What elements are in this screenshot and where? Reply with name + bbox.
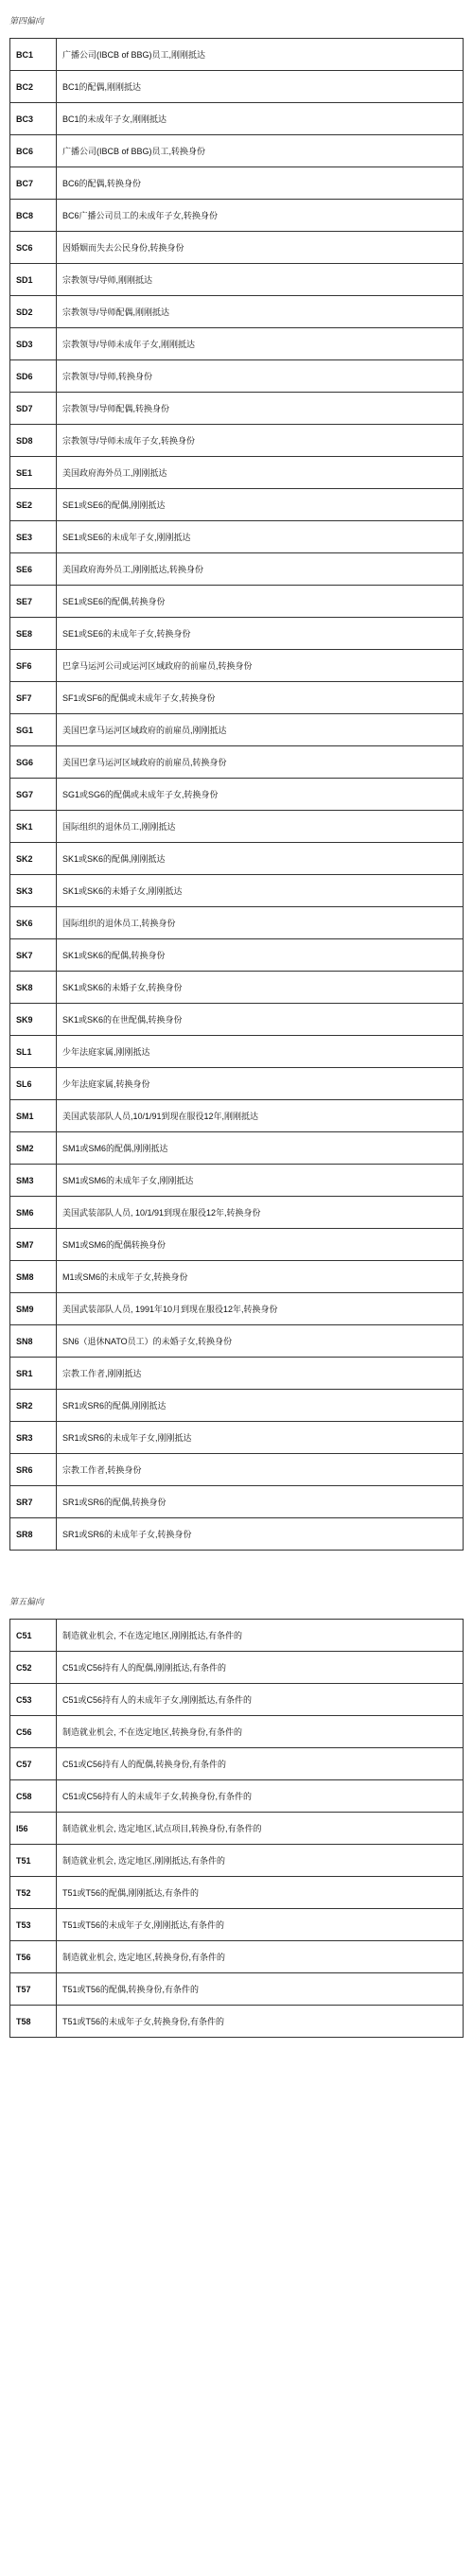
visa-description: SM1或SM6的配偶,刚刚抵达 bbox=[57, 1132, 464, 1165]
table-row bbox=[10, 1684, 464, 1716]
table-row bbox=[10, 1716, 464, 1748]
visa-description: 广播公司(IBCB of BBG)员工,刚刚抵达 bbox=[57, 39, 464, 71]
visa-description: 宗教领导/导师配偶,转换身份 bbox=[57, 393, 464, 425]
visa-code: SE2 bbox=[10, 489, 57, 521]
visa-code: SE3 bbox=[10, 521, 57, 553]
table-row bbox=[10, 328, 464, 360]
table-row bbox=[10, 1390, 464, 1422]
table-row bbox=[10, 1422, 464, 1454]
section-title-5: 第五偏向 bbox=[9, 1597, 44, 1606]
visa-description: SG1或SG6的配偶或未成年子女,转换身份 bbox=[57, 779, 464, 811]
table-row bbox=[10, 1132, 464, 1165]
table-row bbox=[10, 1620, 464, 1652]
table-row bbox=[10, 167, 464, 200]
visa-description: SF1或SF6的配偶或未成年子女,转换身份 bbox=[57, 682, 464, 714]
visa-description: SM1或SM6的配偶转换身份 bbox=[57, 1229, 464, 1261]
visa-description: T51或T56的未成年子女,转换身份,有条件的 bbox=[57, 2006, 464, 2038]
table-row bbox=[10, 1004, 464, 1036]
visa-description: SN6（退休NATO员工）的未婚子女,转换身份 bbox=[57, 1325, 464, 1358]
table-row bbox=[10, 939, 464, 972]
visa-description: C51或C56持有人的配偶,刚刚抵达,有条件的 bbox=[57, 1652, 464, 1684]
table-row bbox=[10, 714, 464, 746]
visa-description: T51或T56的配偶,转换身份,有条件的 bbox=[57, 1973, 464, 2006]
visa-code: SK1 bbox=[10, 811, 57, 843]
visa-description: 宗教领导/导师未成年子女,转换身份 bbox=[57, 425, 464, 457]
visa-description: 美国政府海外员工,刚刚抵达 bbox=[57, 457, 464, 489]
visa-description: 美国武装部队人员, 1991年10月到现在服役12年,转换身份 bbox=[57, 1293, 464, 1325]
table-row bbox=[10, 1813, 464, 1845]
visa-code: T51 bbox=[10, 1845, 57, 1877]
visa-description: SK1或SK6的配偶,刚刚抵达 bbox=[57, 843, 464, 875]
visa-code: SR3 bbox=[10, 1422, 57, 1454]
visa-description: C51或C56持有人的未成年子女,转换身份,有条件的 bbox=[57, 1780, 464, 1813]
table-row bbox=[10, 1197, 464, 1229]
visa-code: SR8 bbox=[10, 1518, 57, 1551]
visa-description: 宗教工作者,转换身份 bbox=[57, 1454, 464, 1486]
visa-description: SR1或SR6的配偶,刚刚抵达 bbox=[57, 1390, 464, 1422]
visa-code: BC2 bbox=[10, 71, 57, 103]
visa-description: SK1或SK6的未婚子女,转换身份 bbox=[57, 972, 464, 1004]
visa-code: T58 bbox=[10, 2006, 57, 2038]
table-row bbox=[10, 1877, 464, 1909]
visa-description: 美国政府海外员工,刚刚抵达,转换身份 bbox=[57, 553, 464, 586]
visa-description: BC1的未成年子女,刚刚抵达 bbox=[57, 103, 464, 135]
visa-description: BC6广播公司员工的未成年子女,转换身份 bbox=[57, 200, 464, 232]
table-row bbox=[10, 682, 464, 714]
visa-description: SE1或SE6的未成年子女,刚刚抵达 bbox=[57, 521, 464, 553]
visa-description: SE1或SE6的配偶,刚刚抵达 bbox=[57, 489, 464, 521]
visa-code: BC3 bbox=[10, 103, 57, 135]
visa-description: 制造就业机会, 不在选定地区,刚刚抵达,有条件的 bbox=[57, 1620, 464, 1652]
visa-code: SD2 bbox=[10, 296, 57, 328]
visa-code: SM6 bbox=[10, 1197, 57, 1229]
table-row bbox=[10, 1780, 464, 1813]
table-row bbox=[10, 264, 464, 296]
visa-code: SL6 bbox=[10, 1068, 57, 1100]
visa-code: SK3 bbox=[10, 875, 57, 907]
visa-description: SM1或SM6的未成年子女,刚刚抵达 bbox=[57, 1165, 464, 1197]
table-row bbox=[10, 521, 464, 553]
visa-code: SK2 bbox=[10, 843, 57, 875]
visa-code: SG1 bbox=[10, 714, 57, 746]
table-row bbox=[10, 1845, 464, 1877]
visa-description: 巴拿马运河公司或运河区域政府的前雇员,转换身份 bbox=[57, 650, 464, 682]
visa-code: SD1 bbox=[10, 264, 57, 296]
visa-code: SR6 bbox=[10, 1454, 57, 1486]
section-gap bbox=[9, 1551, 464, 1596]
table-row bbox=[10, 1748, 464, 1780]
visa-description: SK1或SK6的未婚子女,刚刚抵达 bbox=[57, 875, 464, 907]
table-row bbox=[10, 135, 464, 167]
visa-code: SN8 bbox=[10, 1325, 57, 1358]
visa-description: C51或C56持有人的配偶,转换身份,有条件的 bbox=[57, 1748, 464, 1780]
visa-code: SM7 bbox=[10, 1229, 57, 1261]
visa-description: 宗教工作者,刚刚抵达 bbox=[57, 1358, 464, 1390]
visa-code: C57 bbox=[10, 1748, 57, 1780]
visa-description: 少年法庭家属,刚刚抵达 bbox=[57, 1036, 464, 1068]
visa-description: 宗教领导/导师,转换身份 bbox=[57, 360, 464, 393]
table-row bbox=[10, 1652, 464, 1684]
visa-code: SK9 bbox=[10, 1004, 57, 1036]
visa-description: SK1或SK6的在世配偶,转换身份 bbox=[57, 1004, 464, 1036]
visa-description: 宗教领导/导师,刚刚抵达 bbox=[57, 264, 464, 296]
table-row bbox=[10, 1486, 464, 1518]
visa-description: SR1或SR6的配偶,转换身份 bbox=[57, 1486, 464, 1518]
visa-code: T56 bbox=[10, 1941, 57, 1973]
visa-code: T57 bbox=[10, 1973, 57, 2006]
visa-description: T51或T56的未成年子女,刚刚抵达,有条件的 bbox=[57, 1909, 464, 1941]
table-row bbox=[10, 360, 464, 393]
visa-description: 少年法庭家属,转换身份 bbox=[57, 1068, 464, 1100]
visa-description: 国际组织的退休员工,刚刚抵达 bbox=[57, 811, 464, 843]
table-row bbox=[10, 489, 464, 521]
table-row bbox=[10, 200, 464, 232]
visa-description: 宗教领导/导师未成年子女,刚刚抵达 bbox=[57, 328, 464, 360]
visa-code: SK7 bbox=[10, 939, 57, 972]
table-row bbox=[10, 1358, 464, 1390]
visa-code: SM3 bbox=[10, 1165, 57, 1197]
table-row bbox=[10, 1165, 464, 1197]
table-row bbox=[10, 1325, 464, 1358]
visa-code: SG7 bbox=[10, 779, 57, 811]
visa-description: 国际组织的退休员工,转换身份 bbox=[57, 907, 464, 939]
visa-description: C51或C56持有人的未成年子女,刚刚抵达,有条件的 bbox=[57, 1684, 464, 1716]
visa-description: SK1或SK6的配偶,转换身份 bbox=[57, 939, 464, 972]
table-row bbox=[10, 1454, 464, 1486]
visa-description: 制造就业机会, 不在选定地区,转换身份,有条件的 bbox=[57, 1716, 464, 1748]
visa-code: BC6 bbox=[10, 135, 57, 167]
visa-description: SE1或SE6的配偶,转换身份 bbox=[57, 586, 464, 618]
table-row bbox=[10, 1518, 464, 1551]
visa-code: SF6 bbox=[10, 650, 57, 682]
visa-code: SM1 bbox=[10, 1100, 57, 1132]
table-row bbox=[10, 232, 464, 264]
section-title-4: 第四偏向 bbox=[9, 16, 44, 26]
table-row bbox=[10, 1973, 464, 2006]
visa-code: BC8 bbox=[10, 200, 57, 232]
table-row bbox=[10, 1909, 464, 1941]
visa-description: 美国巴拿马运河区域政府的前雇员,刚刚抵达 bbox=[57, 714, 464, 746]
visa-code: SK8 bbox=[10, 972, 57, 1004]
visa-description: 美国武装部队人员, 10/1/91到现在服役12年,转换身份 bbox=[57, 1197, 464, 1229]
visa-code: SK6 bbox=[10, 907, 57, 939]
visa-code: SG6 bbox=[10, 746, 57, 779]
visa-code: SR1 bbox=[10, 1358, 57, 1390]
visa-description: 制造就业机会, 选定地区,试点项目,转换身份,有条件的 bbox=[57, 1813, 464, 1845]
visa-code: C52 bbox=[10, 1652, 57, 1684]
visa-code: SM9 bbox=[10, 1293, 57, 1325]
visa-description: 美国武装部队人员,10/1/91到现在服役12年,刚刚抵达 bbox=[57, 1100, 464, 1132]
table-row bbox=[10, 1100, 464, 1132]
visa-code: SD8 bbox=[10, 425, 57, 457]
visa-code: SM8 bbox=[10, 1261, 57, 1293]
table-row bbox=[10, 586, 464, 618]
table-row bbox=[10, 811, 464, 843]
visa-code: SF7 bbox=[10, 682, 57, 714]
table-row bbox=[10, 746, 464, 779]
visa-description: 因婚姻而失去公民身份,转换身份 bbox=[57, 232, 464, 264]
visa-description: 美国巴拿马运河区域政府的前雇员,转换身份 bbox=[57, 746, 464, 779]
table-row bbox=[10, 843, 464, 875]
visa-table-5-body bbox=[10, 1620, 464, 2038]
visa-description: BC1的配偶,刚刚抵达 bbox=[57, 71, 464, 103]
visa-code: C51 bbox=[10, 1620, 57, 1652]
visa-code: BC1 bbox=[10, 39, 57, 71]
visa-description: SE1或SE6的未成年子女,转换身份 bbox=[57, 618, 464, 650]
table-row bbox=[10, 1229, 464, 1261]
table-row bbox=[10, 650, 464, 682]
visa-code: SM2 bbox=[10, 1132, 57, 1165]
visa-description: M1或SM6的未成年子女,转换身份 bbox=[57, 1261, 464, 1293]
visa-description: BC6的配偶,转换身份 bbox=[57, 167, 464, 200]
visa-table-4 bbox=[9, 38, 464, 1551]
visa-code: SE7 bbox=[10, 586, 57, 618]
table-row bbox=[10, 1261, 464, 1293]
visa-description: 制造就业机会, 选定地区,转换身份,有条件的 bbox=[57, 1941, 464, 1973]
visa-code: SD7 bbox=[10, 393, 57, 425]
visa-code: T53 bbox=[10, 1909, 57, 1941]
visa-code: SE1 bbox=[10, 457, 57, 489]
table-row bbox=[10, 1068, 464, 1100]
visa-code: I56 bbox=[10, 1813, 57, 1845]
visa-description: SR1或SR6的未成年子女,转换身份 bbox=[57, 1518, 464, 1551]
visa-code: SR2 bbox=[10, 1390, 57, 1422]
table-row bbox=[10, 1293, 464, 1325]
table-row bbox=[10, 1036, 464, 1068]
table-row bbox=[10, 39, 464, 71]
visa-description: 广播公司(IBCB of BBG)员工,转换身份 bbox=[57, 135, 464, 167]
visa-description: 宗教领导/导师配偶,刚刚抵达 bbox=[57, 296, 464, 328]
visa-code: SD6 bbox=[10, 360, 57, 393]
table-row bbox=[10, 907, 464, 939]
table-row bbox=[10, 103, 464, 135]
table-row bbox=[10, 296, 464, 328]
visa-code: SE8 bbox=[10, 618, 57, 650]
visa-code: BC7 bbox=[10, 167, 57, 200]
visa-code: SC6 bbox=[10, 232, 57, 264]
table-row bbox=[10, 779, 464, 811]
table-row bbox=[10, 1941, 464, 1973]
visa-code: T52 bbox=[10, 1877, 57, 1909]
table-row bbox=[10, 393, 464, 425]
table-row bbox=[10, 553, 464, 586]
table-row bbox=[10, 71, 464, 103]
table-row bbox=[10, 2006, 464, 2038]
visa-table-5 bbox=[9, 1619, 464, 2038]
visa-code: SD3 bbox=[10, 328, 57, 360]
visa-code: C56 bbox=[10, 1716, 57, 1748]
table-row bbox=[10, 875, 464, 907]
visa-table-4-body bbox=[10, 39, 464, 1551]
visa-code: C58 bbox=[10, 1780, 57, 1813]
visa-description: SR1或SR6的未成年子女,刚刚抵达 bbox=[57, 1422, 464, 1454]
table-row bbox=[10, 457, 464, 489]
table-row bbox=[10, 618, 464, 650]
table-row bbox=[10, 425, 464, 457]
visa-description: T51或T56的配偶,刚刚抵达,有条件的 bbox=[57, 1877, 464, 1909]
visa-code: C53 bbox=[10, 1684, 57, 1716]
visa-code: SE6 bbox=[10, 553, 57, 586]
visa-description: 制造就业机会, 选定地区,刚刚抵达,有条件的 bbox=[57, 1845, 464, 1877]
table-row bbox=[10, 972, 464, 1004]
visa-code: SR7 bbox=[10, 1486, 57, 1518]
visa-code: SL1 bbox=[10, 1036, 57, 1068]
